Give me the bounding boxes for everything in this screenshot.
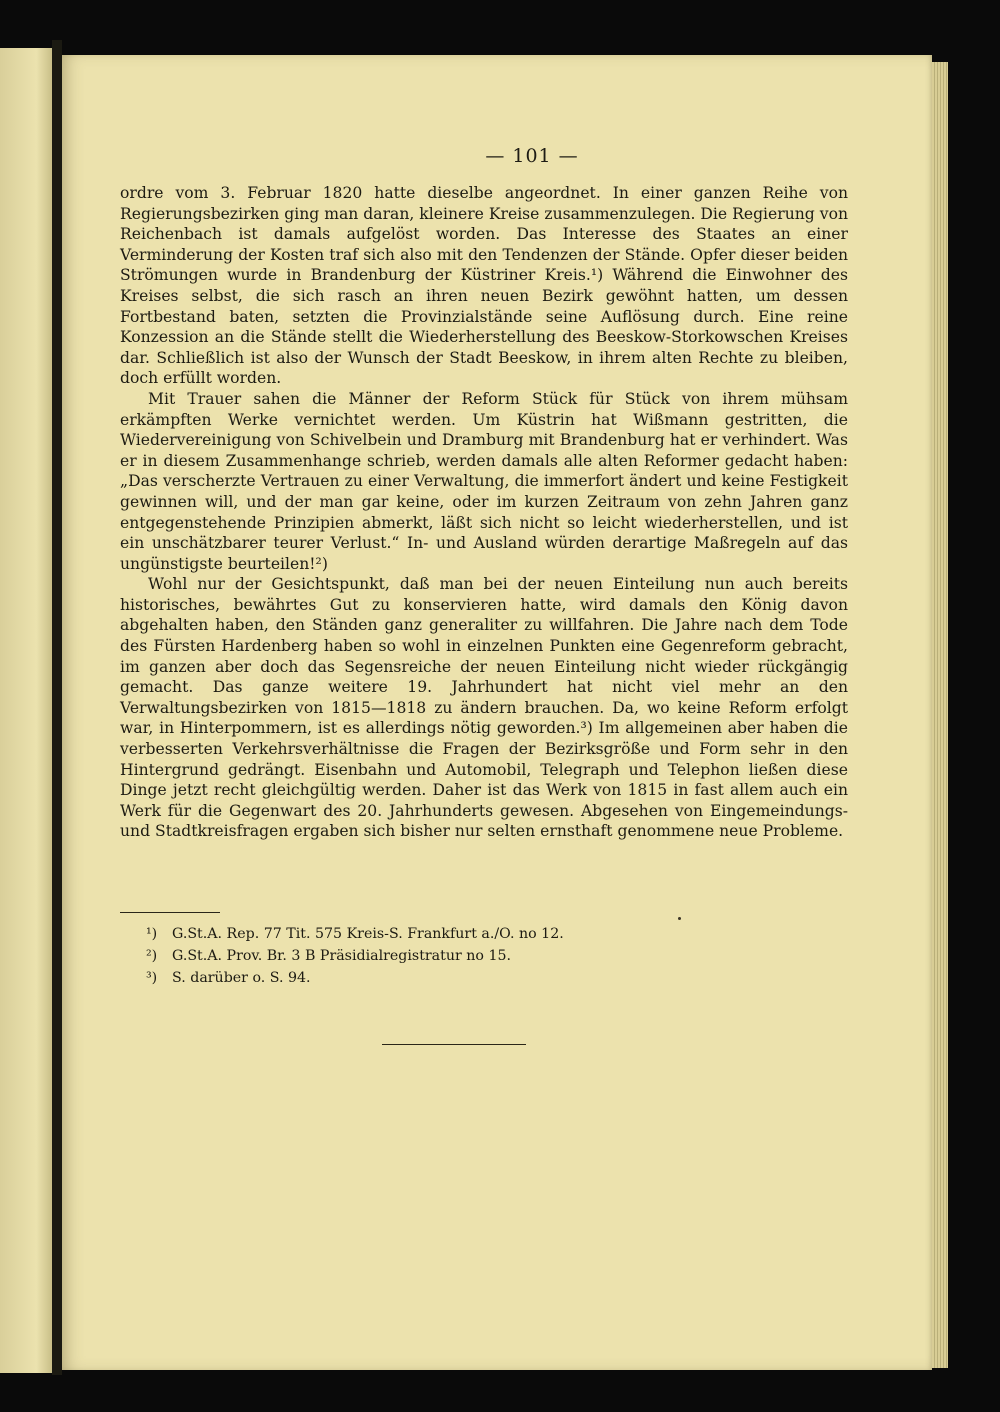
book-page bbox=[62, 55, 932, 1370]
paper-speck bbox=[678, 917, 681, 920]
footnote-separator bbox=[120, 912, 220, 913]
footnote-2 bbox=[146, 945, 846, 967]
paragraph-3: Wohl nur der Gesichtspunkt, daß man bei der neuen Einteilung nun auch bereits historisches, bewährtes Gut zu konservieren hatte, wird damals den König davon abgehalten haben, den Ständen ganz generaliter zu willfahren. Die Jahre nach dem Tode des Fürsten Hardenberg haben so wohl in einzelnen Punkten eine Gegenreform gebracht, im ganzen aber doch das Segensreiche der neuen Einteilung nicht wieder rückgängig gemacht. Das ganze weitere 19. Jahrhundert hat nicht viel mehr an den Verwaltungsbezirken von 1815—1818 zu ändern brauchen. Da, wo keine Reform erfolgt war, in Hinterpommern, ist es allerdings nötig geworden.³) Im allgemeinen aber haben die verbesserten Verkehrsverhältnisse die Fragen der Bezirksgröße und Form sehr in den Hintergrund gedrängt. Eisenbahn und Automobil, Telegraph und Telephon ließen diese Dinge jetzt recht gleichgültig werden. Daher ist das Werk von 1815 in fast allem auch ein Werk für die Gegenwart des 20. Jahrhunderts gewesen. Abgesehen von Eingemeindungs- und Stadtkreisfragen ergaben sich bisher nur selten ernsthaft genommene neue Probleme. bbox=[120, 575, 848, 841]
book-gutter bbox=[52, 40, 62, 1375]
footnote-mark: ¹) bbox=[146, 926, 158, 942]
page-stack-edge bbox=[932, 62, 948, 1368]
footnote-text: G.St.A. Rep. 77 Tit. 575 Kreis-S. Frankfurt a./O. no 12. bbox=[172, 926, 564, 942]
footnote-mark: ³) bbox=[146, 970, 158, 986]
paragraph-1: ordre vom 3. Februar 1820 hatte dieselbe angeordnet. In einer ganzen Reihe von Regierungsbezirken ging man daran, kleinere Kreise zusammenzulegen. Die Regierung von Reichenbach ist damals aufgelöst worden. Das Interesse des Staates an einer Verminderung der Kosten traf sich also mit den Tendenzen der Stände. Opfer dieser beiden Strömungen wurde in Brandenburg der Küstriner Kreis.¹) Während die Einwohner des Kreises selbst, die sich rasch an ihren neuen Bezirk gewöhnt hatten, um dessen Fortbestand baten, setzten die Provinzialstände seine Auflösung durch. Eine reine Konzession an die Stände stellt die Wiederherstellung des Beeskow-Storkowschen Kreises dar. Schließlich ist also der Wunsch der Stadt Beeskow, in ihrem alten Rechte zu bleiben, doch erfüllt worden. bbox=[120, 184, 848, 388]
previous-page-edge bbox=[0, 48, 54, 1373]
footnotes bbox=[146, 923, 846, 989]
footnote-1 bbox=[146, 923, 846, 945]
body-text bbox=[120, 183, 848, 842]
page-number: — 101 — bbox=[485, 145, 579, 167]
footnote-mark: ²) bbox=[146, 948, 158, 964]
paragraph-2: Mit Trauer sahen die Männer der Reform Stück für Stück von ihrem mühsam erkämpften Werke vernichtet werden. Um Küstrin hat Wißmann gestritten, die Wiedervereinigung von Schivelbein und Dramburg mit Brandenburg hat er verhindert. Was er in diesem Zusammenhange schrieb, werden damals alle alten Reformer gedacht haben: „Das verscherzte Vertrauen zu einer Verwaltung, die immerfort ändert und keine Festigkeit gewinnen will, und der man gar keine, oder im kurzen Zeitraum von zehn Jahren ganz entgegenstehende Prinzipien abmerkt, läßt sich nicht so leicht wiederherstellen, und ist ein unschätzbarer teurer Verlust.“ In- und Ausland würden derartige Maßregeln auf das ungünstigste beurteilen!²) bbox=[120, 389, 848, 573]
footnote-text: G.St.A. Prov. Br. 3 B Präsidialregistratur no 15. bbox=[172, 948, 512, 964]
footnote-text: S. darüber o. S. 94. bbox=[172, 970, 311, 986]
chapter-end-rule bbox=[382, 1044, 526, 1045]
footnote-3 bbox=[146, 967, 846, 989]
